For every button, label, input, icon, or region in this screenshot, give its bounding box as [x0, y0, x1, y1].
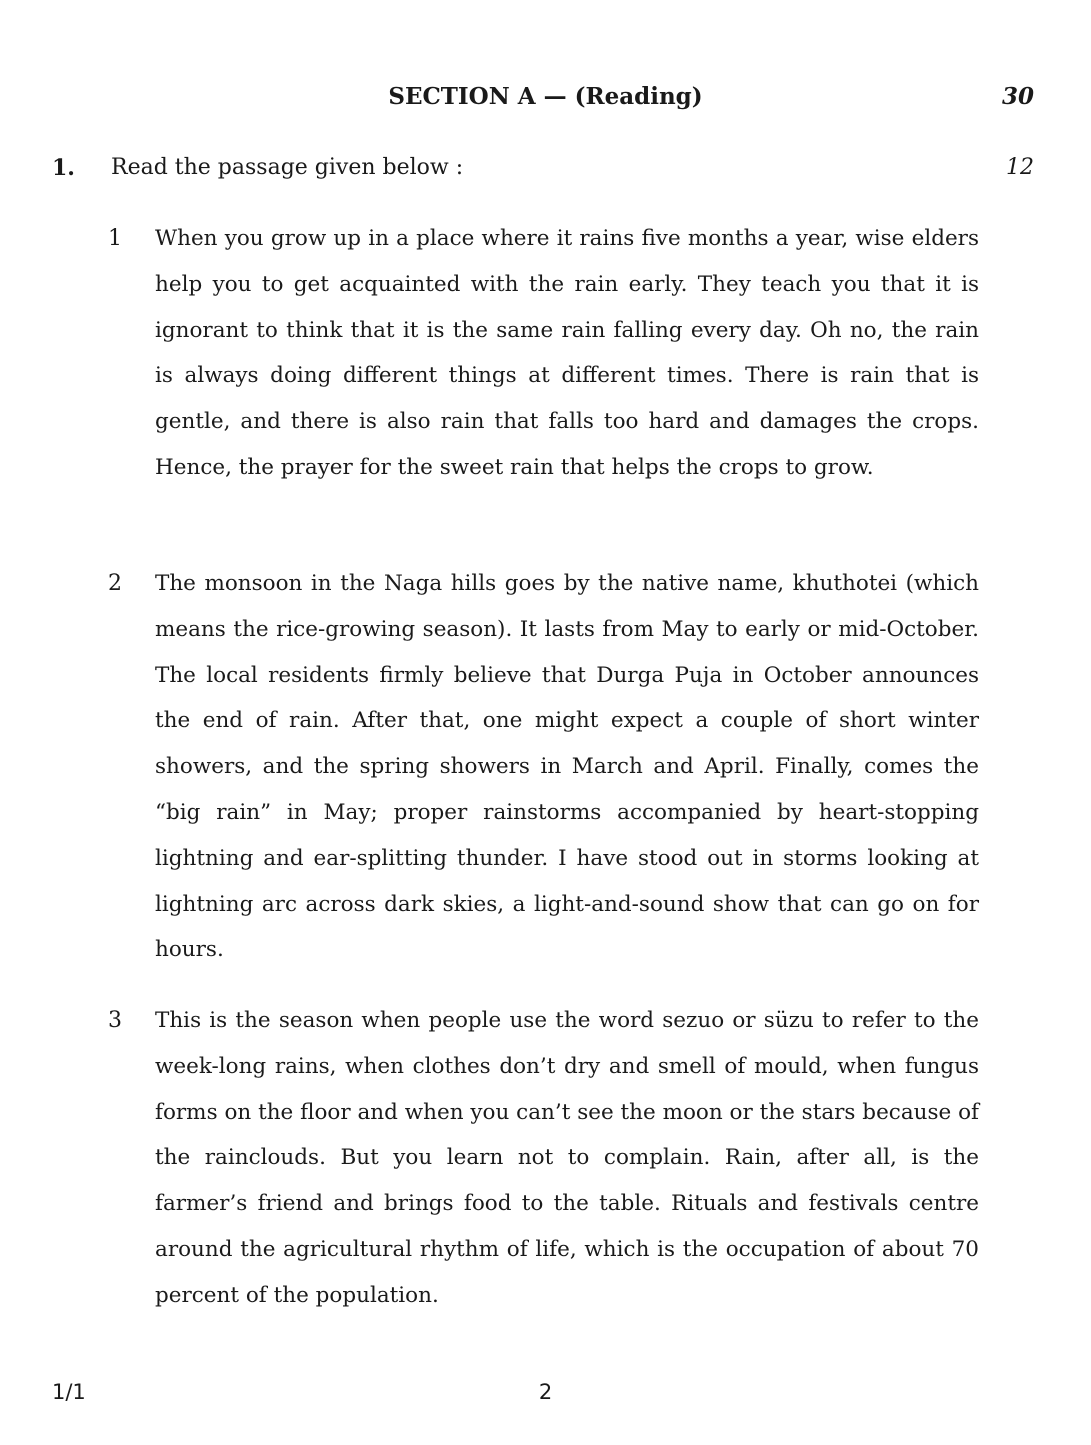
paragraph-text: The monsoon in the Naga hills goes by the native name, khuthotei (which means the rice-growing season). It lasts from May to early or mid-October. The local residents firmly believe that Durga Puja in October announces the end of rain. After that, one might expect a couple of short winter showers, and the spring showers in March and April. Finally, comes the “big rain” in May; proper rainstorms accompanied by heart-stopping lightning and ear-splitting thunder. I have stood out in storms looking at lightning arc across dark skies, a light-and-sound show that can go on for hours.	[155, 571, 979, 963]
question-marks: 12	[1006, 155, 1034, 180]
page-number: 2	[538, 1380, 553, 1404]
paragraph-text: When you grow up in a place where it rains five months a year, wise elders help you to get acquainted with the rain early. They teach you that it is ignorant to think that it is the same rain falling every day. Oh no, the rain is always doing different things at different times. There is rain that is gentle, and there is also rain that falls too hard and damages the crops. Hence, the prayer for the sweet rain that helps the crops to grow.	[155, 226, 979, 480]
paragraph-number: 2	[108, 571, 122, 596]
section-marks: 30	[1001, 83, 1034, 110]
section-title: SECTION A — (Reading)	[388, 83, 703, 110]
question-prompt: Read the passage given below :	[111, 155, 464, 180]
paragraph-text: This is the season when people use the word sezuo or süzu to refer to the week-long rains, when clothes don’t dry and smell of mould, when fungus forms on the floor and when you can’t see the moon or the stars because of the rainclouds. But you learn not to complain. Rain, after all, is the farmer’s friend and brings food to the table. Rituals and festivals centre around the agricultural rhythm of life, which is the occupation of about 70 percent of the population.	[155, 1008, 979, 1308]
footer-code: 1/1	[52, 1380, 86, 1404]
paragraph-number: 1	[108, 226, 122, 251]
question-number: 1.	[52, 155, 75, 181]
paragraph-number: 3	[108, 1008, 122, 1033]
